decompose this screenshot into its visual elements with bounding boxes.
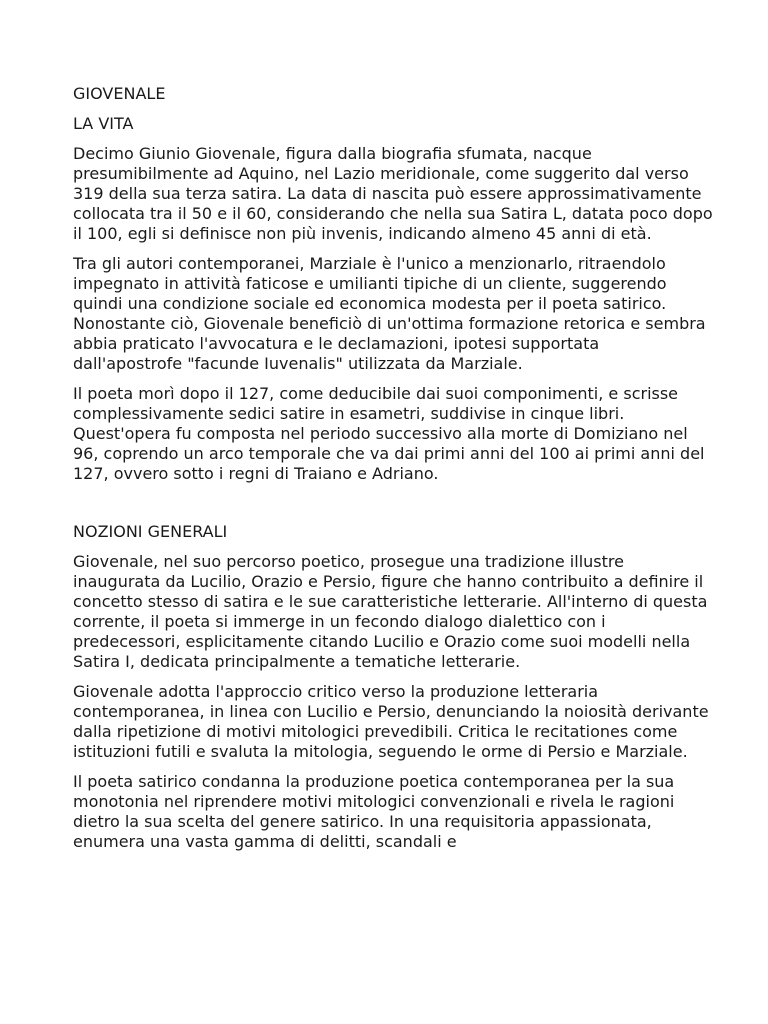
section-heading-la-vita: LA VITA [73, 114, 134, 133]
paragraph: Giovenale, nel suo percorso poetico, prosegue una tradizione illustre inaugurata da Lucilio, Orazio e Persio, figure che hanno contribuito a definire il concetto stesso di satira e le sue caratteristiche letterarie. All'interno di questa corrente, il poeta si immerge in un fecondo dialogo dialettico con i predecessori, esplicitamente citando Lucilio e Orazio come suoi modelli nella Satira I, dedicata principalmente a tematiche letterarie. [73, 552, 708, 671]
paragraph: Decimo Giunio Giovenale, figura dalla biografia sfumata, nacque presumibilmente ad Aquino, nel Lazio meridionale, come suggerito dal verso 319 della sua terza satira. La data di nascita può essere approssimativamente collocata tra il 50 e il 60, considerando che nella sua Satira L, datata poco dopo il 100, egli si definisce non più invenis, indicando almeno 45 anni di età. [73, 144, 713, 243]
paragraph: Il poeta satirico condanna la produzione poetica contemporanea per la sua monotonia nel riprendere motivi mitologici convenzionali e rivela le ragioni dietro la sua scelta del genere satirico. In una requisitoria appassionata, enumera una vasta gamma di delitti, scandali e [73, 772, 675, 851]
paragraph: Giovenale adotta l'approccio critico verso la produzione letteraria contemporanea, in linea con Lucilio e Persio, denunciando la noiosità derivante dalla ripetizione di motivi mitologici prevedibili. Critica le recitationes come istituzioni futili e svaluta la mitologia, seguendo le orme di Persio e Marziale. [73, 682, 709, 761]
section-heading-nozioni-generali: NOZIONI GENERALI [73, 522, 228, 541]
paragraph: Il poeta morì dopo il 127, come deducibile dai suoi componimenti, e scrisse complessivamente sedici satire in esametri, suddivise in cinque libri. Quest'opera fu composta nel periodo successivo alla morte di Domiziano nel 96, coprendo un arco temporale che va dai primi anni del 100 ai primi anni del 127, ovvero sotto i regni di Traiano e Adriano. [73, 384, 705, 483]
document-title: GIOVENALE [73, 84, 166, 103]
paragraph: Tra gli autori contemporanei, Marziale è l'unico a menzionarlo, ritraendolo impegnato in attività faticose e umilianti tipiche di un cliente, suggerendo quindi una condizione sociale ed economica modesta per il poeta satirico. Nonostante ciò, Giovenale beneficiò di un'ottima formazione retorica e sembra abbia praticato l'avvocatura e le declamazioni, ipotesi supportata dall'apostrofe "facunde Iuvenalis" utilizzata da Marziale. [73, 254, 706, 373]
document-page [73, 84, 713, 862]
section-spacer [73, 494, 713, 522]
